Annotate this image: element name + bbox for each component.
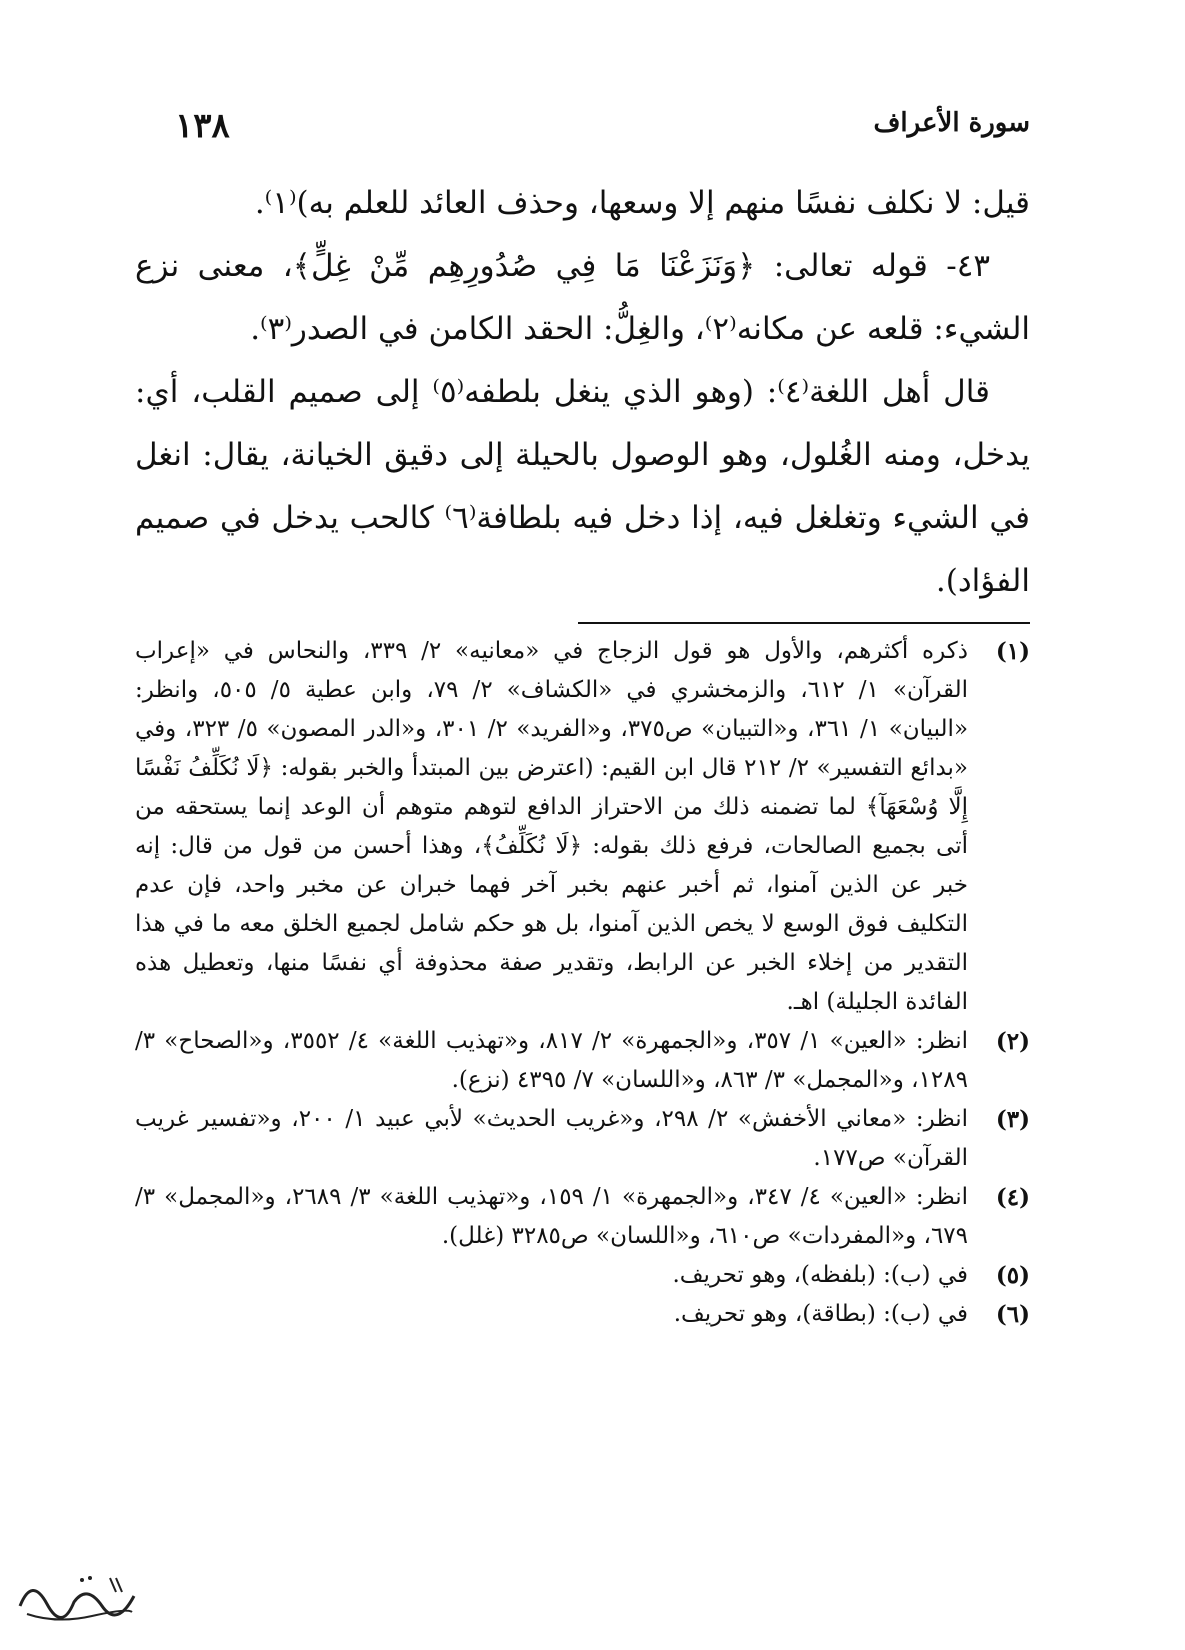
footnote-5 <box>135 1256 1030 1295</box>
footnote-2 <box>135 1022 1030 1100</box>
footnote-text: في (ب): (بلفظه)، وهو تحريف. <box>672 1262 968 1288</box>
footnote-6 <box>135 1295 1030 1334</box>
paragraph-3: قال أهل اللغة⁽٤⁾: (وهو الذي ينغل بلطفه⁽٥⁾ إلى صميم القلب، أي: يدخل، ومنه الغُلول، وهو الوصول بالحيلة إلى دقيق الخيانة، يقال: انغل في الشيء وتغلغل فيه، إذا دخل فيه بلطافة⁽٦⁾ كالحب يدخل في صميم الفؤاد). <box>135 374 1030 599</box>
publisher-logo <box>12 1566 142 1630</box>
footnote-3 <box>135 1100 1030 1178</box>
surah-title: سورة الأعراف <box>873 108 1030 138</box>
footnote-1 <box>135 632 1030 1022</box>
page-number: ١٣٨ <box>175 106 230 146</box>
paragraph-1: قيل: لا نكلف نفسًا منهم إلا وسعها، وحذف العائد للعلم به)⁽١⁾. <box>254 185 1030 221</box>
footnote-number: (٣) <box>995 1106 1030 1133</box>
page-header <box>175 96 1030 156</box>
footnote-text: انظر: «العين» ١/ ٣٥٧، و«الجمهرة» ٢/ ٨١٧، و«تهذيب اللغة» ٤/ ٣٥٥٢، و«الصحاح» ٣/ ١٢٨٩، و«المجمل» ٣/ ٨٦٣، و«اللسان» ٧/ ٤٣٩٥ (نزع). <box>135 1028 969 1093</box>
footnote-text: انظر: «معاني الأخفش» ٢/ ٢٩٨، و«غريب الحديث» لأبي عبيد ١/ ٢٠٠، و«تفسير غريب القرآن» ص١٧٧. <box>135 1106 969 1171</box>
footnote-text: في (ب): (بطاقة)، وهو تحريف. <box>673 1301 968 1327</box>
footnote-separator <box>578 622 1030 624</box>
footnote-text: انظر: «العين» ٤/ ٣٤٧، و«الجمهرة» ١/ ١٥٩، و«تهذيب اللغة» ٣/ ٢٦٨٩، و«المجمل» ٣/ ٦٧٩، و«المفردات» ص٦١٠، و«اللسان» ص٣٢٨٥ (غلل). <box>135 1184 969 1249</box>
footnote-number: (٦) <box>995 1301 1030 1328</box>
footnote-text: ذكره أكثرهم، والأول هو قول الزجاج في «معانيه» ٢/ ٣٣٩، والنحاس في «إعراب القرآن» ١/ ٦١٢، والزمخشري في «الكشاف» ٢/ ٧٩، وابن عطية ٥/ ٥٠٥، وانظر: «البيان» ١/ ٣٦١، و«التبيان» ص٣٧٥، و«الفريد» ٢/ ٣٠١، و«الدر المصون» ٥/ ٣٢٣، وفي «بدائع التفسير» ٢/ ٢١٢ قال ابن القيم: (اعترض بين المبتدأ والخبر بقوله: ﴿لَا نُكَلِّفُ نَفْسًا إِلَّا وُسْعَهَآ﴾ لما تضمنه ذلك من الاحتراز الدافع لتوهم متوهم أن الوعد إنما يستحقه من أتى بجميع الصالحات، فرفع ذلك بقوله: ﴿لَا نُكَلِّفُ﴾، وهذا أحسن من قول من قال: إنه خبر عن الذين آمنوا، ثم أخبر عنهم بخبر آخر فهما خبران عن مخبر واحد، فإن عدم التكليف فوق الوسع لا يخص الذين آمنوا، بل هو حكم شامل لجميع الخلق معه ما في هذا التقدير من إخلاء الخبر عن الرابط، وتقدير صفة محذوفة أي نفسًا منها، وتعطيل هذه الفائدة الجليلة) اهـ. <box>135 638 969 1015</box>
footnote-number: (٥) <box>995 1262 1030 1289</box>
main-text <box>135 172 1030 613</box>
footnote-number: (٢) <box>995 1028 1030 1055</box>
footnote-4 <box>135 1178 1030 1256</box>
paragraph-2: ٤٣- قوله تعالى: ﴿وَنَزَعْنَا مَا فِي صُدُورِهِم مِّنْ غِلٍّ﴾، معنى نزع الشيء: قلعه عن مكانه⁽٢⁾، والغِلُّ: الحقد الكامن في الصدر⁽٣⁾. <box>135 248 1030 347</box>
footnotes <box>135 632 1030 1334</box>
footnote-number: (٤) <box>995 1184 1030 1211</box>
footnote-number: (١) <box>995 638 1030 665</box>
